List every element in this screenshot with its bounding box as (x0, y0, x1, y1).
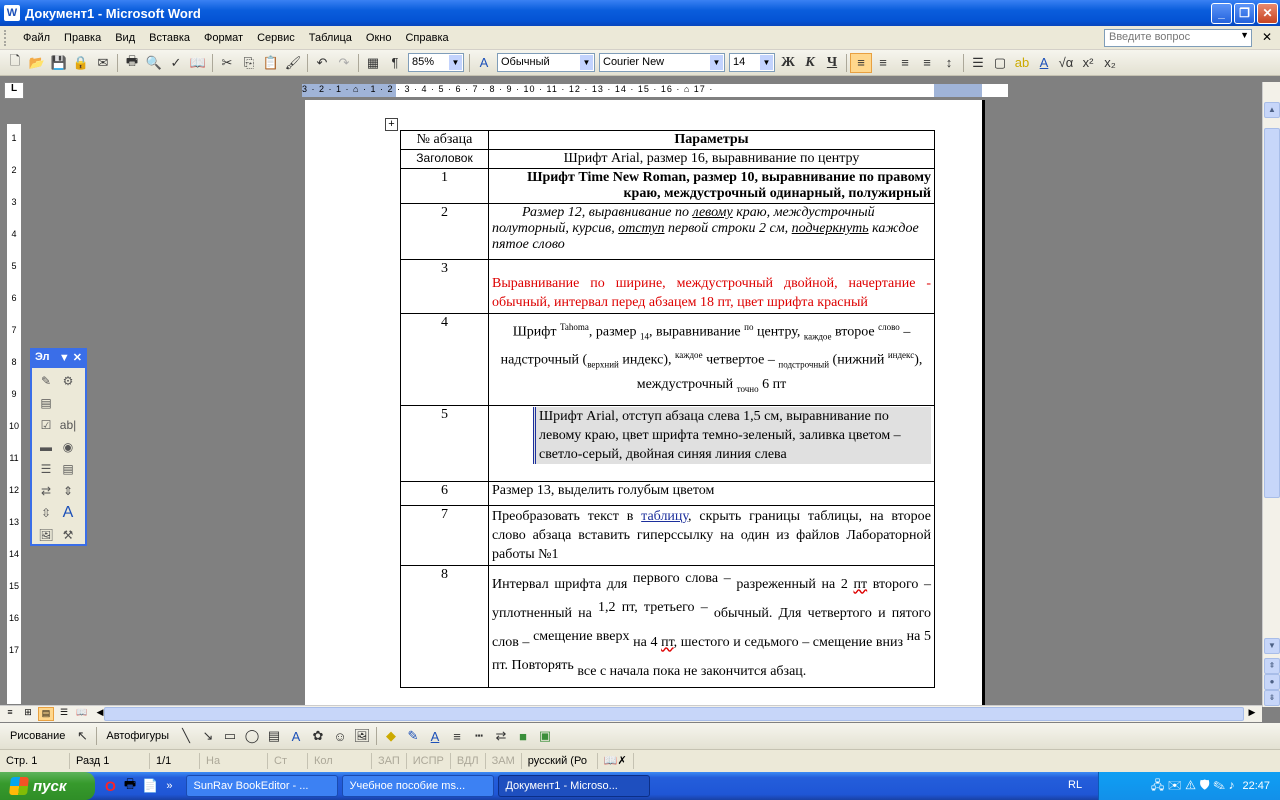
ruler-gap (9, 466, 19, 482)
cut-icon[interactable]: ✂ (221, 54, 233, 70)
equation-icon[interactable]: √α (1058, 55, 1074, 70)
row-text-raised: первого слова – (632, 570, 731, 586)
row-text: на 4 (629, 634, 662, 650)
horizontal-scrollbar[interactable] (0, 705, 1262, 722)
numbering-icon[interactable]: ☰ (972, 54, 984, 70)
horizontal-scroll-thumb[interactable] (104, 707, 1244, 721)
menu-table[interactable]: Таблица (308, 31, 352, 44)
toggle-icon[interactable]: ⇄ (40, 484, 52, 498)
table-cell[interactable] (489, 150, 935, 169)
redo-icon[interactable]: ↷ (338, 54, 350, 70)
menu-view[interactable]: Вид (115, 31, 136, 44)
new-doc-icon[interactable]: 🗋 (9, 52, 21, 68)
superscript-icon[interactable]: x² (1082, 55, 1094, 70)
textbox-icon[interactable]: ab| (59, 418, 77, 432)
status-at: На (200, 753, 268, 769)
spelling-icon[interactable]: ✓ (170, 54, 182, 70)
row-text-sup: каждое (675, 350, 703, 361)
row-text: , выравнивание (648, 324, 745, 340)
scroll-thumb[interactable] (1264, 128, 1280, 498)
view-code-icon[interactable]: ▤ (40, 396, 52, 410)
autoshapes-menu[interactable]: Автофигуры (106, 730, 169, 742)
row-text: Шрифт (512, 324, 560, 340)
ruler-gap (9, 626, 19, 642)
line-icon[interactable]: ╲ (182, 728, 190, 743)
row-text-spellcheck: пт (853, 576, 868, 592)
row-text-raised: 1,2 пт, третьего – (598, 599, 708, 615)
tray-icons[interactable]: 🖧 ✉ ⚠ 🛡 ✎ ♪ (1150, 777, 1235, 792)
status-ext[interactable]: ВДЛ (451, 753, 486, 769)
ruler-gap (9, 434, 19, 450)
ruler-gap (9, 338, 19, 354)
table-cell[interactable] (489, 131, 935, 150)
ruler-gap (9, 594, 19, 610)
table-cell[interactable] (401, 260, 489, 314)
ruler-gap (9, 562, 19, 578)
ruler-number: 9 (11, 389, 17, 399)
row-text: 6 пт (758, 376, 787, 392)
font-value: Courier New (603, 56, 665, 68)
ruler-number: 10 (9, 421, 20, 431)
language-indicator[interactable]: RL (1068, 779, 1083, 791)
styles-icon[interactable]: A (479, 55, 489, 70)
font-select[interactable] (599, 53, 725, 72)
row-text: Шрифт Time New Roman, размер 10, выравнивание по правому краю, междустрочный одинарный, полужирный (527, 170, 931, 201)
task-ucheb[interactable] (342, 775, 494, 797)
row-text: – надстрочный ( (500, 324, 911, 369)
image-icon[interactable]: 🖼 (38, 528, 54, 542)
row-text: четвертое – (702, 353, 779, 369)
table-cell[interactable] (489, 204, 935, 260)
oval-icon[interactable]: ◯ (244, 728, 260, 743)
scrollbar-icon[interactable]: ⇳ (40, 506, 52, 520)
row-text-sup: слово (878, 322, 900, 332)
row-text: каждое пятое слово (492, 221, 919, 252)
ruler-gap (9, 242, 19, 258)
table-icon[interactable]: ▦ (366, 54, 380, 70)
row-text: Выравнивание по ширине, междустрочный двойной, начертание - обычный, интервал перед абзацем 18 пт, цвет шрифта красный (492, 276, 931, 310)
save-icon[interactable]: 💾 (50, 54, 68, 70)
row-num: Заголовок (416, 151, 473, 165)
align-center-icon[interactable]: ≡ (879, 55, 887, 70)
combobox-icon[interactable]: ▤ (62, 462, 74, 476)
ruler-right-margin (934, 84, 982, 97)
fill-color-icon[interactable]: ◆ (386, 728, 396, 743)
browse-object-icon[interactable]: ● (1264, 674, 1280, 690)
table-row (401, 505, 935, 565)
row-text: краю, междустрочный полуторный, курсив, (492, 205, 875, 236)
chevron-down-icon[interactable]: ▼ (449, 55, 462, 70)
draw-menu[interactable]: Рисование (10, 730, 66, 742)
italic-button[interactable]: К (805, 54, 815, 70)
table-cell[interactable] (401, 314, 489, 406)
row-text: обычный. Для четвертого и пятого слов – (492, 605, 931, 650)
scroll-right-icon[interactable]: ▶ (1248, 707, 1256, 717)
row-text: индекс), (618, 353, 675, 369)
row-text: Шрифт Arial, отступ абзаца слева 1,5 см, выравнивание по левому краю, цвет шрифта темно-зеленый, заливка цветом – светло-серый, двойная синяя линия слева (539, 408, 901, 462)
email-icon[interactable]: ✉ (97, 54, 109, 70)
subscript-icon[interactable]: x₂ (1104, 55, 1116, 70)
table-row (401, 169, 935, 204)
ruler-number: 1 (11, 133, 17, 143)
forms-toolbar-title[interactable] (32, 350, 85, 368)
row-text: (нижний (829, 353, 888, 369)
row-text: , скрыть границы таблицы, на второе слово абзаца вставить гиперссылку на один из файлов Лабораторной работы №1 (492, 508, 931, 562)
spelling-status-icon[interactable]: 📖✗ (598, 753, 634, 769)
start-label: пуск (33, 777, 67, 795)
format-painter-icon[interactable]: 🖌 (284, 54, 302, 70)
reading-view-icon[interactable]: 📖 (76, 707, 88, 717)
align-right-icon[interactable]: ≡ (901, 55, 909, 70)
quicklaunch-icon[interactable]: 🖶 (123, 776, 137, 791)
document-table[interactable] (400, 130, 935, 688)
task-label: Учебное пособие ms... (349, 780, 466, 792)
task-label: SunRav BookEditor - ... (193, 780, 309, 792)
table-cell[interactable] (401, 131, 489, 150)
table-cell[interactable] (401, 505, 489, 565)
chevron-right-icon[interactable]: » (166, 780, 173, 792)
table-cell[interactable] (401, 204, 489, 260)
highlight-icon[interactable]: ab (1014, 55, 1030, 70)
table-move-handle-icon[interactable]: + (385, 118, 398, 131)
status-rec[interactable]: ЗАП (372, 753, 407, 769)
status-trk[interactable]: ИСПР (407, 753, 451, 769)
label-icon[interactable]: A (62, 504, 74, 521)
print-icon[interactable]: 🖶 (125, 52, 139, 68)
separator (469, 54, 470, 72)
table-cell[interactable] (401, 565, 489, 687)
menu-bar (0, 26, 1280, 50)
rectangle-icon[interactable]: ▭ (223, 728, 237, 743)
toolbar-grip[interactable] (4, 30, 8, 46)
status-ovr[interactable]: ЗАМ (486, 753, 522, 769)
forms-toolbar[interactable] (30, 348, 87, 546)
clock[interactable]: 22:47 (1242, 780, 1270, 792)
status-pages: 1/1 (150, 753, 200, 769)
row-text-sub: верхний (587, 359, 619, 370)
ruler-number: 14 (9, 549, 20, 559)
checkbox-icon[interactable]: ☑ (40, 418, 52, 432)
header-num: № абзаца (416, 132, 473, 147)
status-page: Стр. 1 (0, 753, 70, 769)
scroll-down-icon[interactable]: ▼ (1264, 638, 1280, 654)
select-objects-icon[interactable]: ↖ (76, 728, 88, 743)
status-language: русский (Ро (522, 753, 598, 769)
start-button[interactable] (0, 772, 95, 800)
dash-style-icon[interactable]: ┅ (475, 728, 483, 743)
row-text: ), междустрочный (636, 353, 923, 392)
row-text-spellcheck: пт (661, 634, 674, 650)
research-icon[interactable]: 📖 (189, 54, 207, 70)
table-cell[interactable] (401, 405, 489, 481)
row-num: 7 (441, 506, 448, 522)
spin-icon[interactable]: ⇕ (62, 484, 74, 498)
row-text: Размер 13, выделить голубым цветом (492, 482, 715, 498)
arrow-icon[interactable]: ↘ (202, 728, 214, 743)
chevron-down-icon[interactable]: ▼ (1240, 30, 1249, 40)
ruler-gap (9, 146, 19, 162)
row-num: 5 (441, 406, 448, 422)
taskbar (0, 772, 1280, 800)
ruler-number: 2 (11, 165, 17, 175)
scroll-left-icon[interactable]: ◀ (96, 707, 104, 717)
row-text-sub: подстрочный (778, 359, 830, 370)
task-word[interactable] (498, 775, 650, 797)
row-num: 4 (441, 315, 448, 330)
row-text: пока не закончится абзац. (652, 663, 807, 679)
chevron-down-icon[interactable]: ▼ (580, 55, 593, 70)
menu-insert[interactable]: Вставка (149, 31, 191, 44)
row-text-sup: индекс (887, 350, 915, 361)
windows-logo-icon (9, 777, 29, 795)
table-cell[interactable] (489, 505, 935, 565)
table-cell[interactable] (489, 565, 935, 687)
ask-question-input[interactable] (1104, 29, 1252, 47)
paste-icon[interactable]: 📋 (262, 54, 280, 70)
row-text-sub: каждое (803, 331, 832, 342)
menu-edit[interactable]: Правка (64, 31, 102, 44)
font-size-value: 14 (733, 56, 746, 68)
menu-format[interactable]: Формат (204, 31, 244, 44)
more-controls-icon[interactable]: ⚒ (62, 528, 74, 542)
zoom-select[interactable] (408, 53, 464, 72)
justify-icon[interactable]: ≡ (923, 55, 931, 70)
textbox-draw-icon[interactable]: ▤ (267, 728, 281, 743)
close-doc-icon[interactable]: ✕ (1261, 30, 1272, 44)
task-sunrav[interactable] (186, 775, 338, 797)
row-text-sup: Tahoma (560, 322, 589, 332)
ruler-v-numbers (9, 130, 19, 658)
normal-view-icon[interactable]: ≡ (7, 707, 13, 717)
design-mode-icon[interactable]: ✎ (40, 374, 52, 388)
ruler-gap (9, 530, 19, 546)
picture-icon[interactable]: 🖼 (353, 728, 371, 743)
ruler-number: 7 (11, 325, 17, 335)
close-icon[interactable]: ▼ ✕ (58, 352, 82, 364)
table-cell[interactable] (489, 405, 935, 481)
row-text: разреженный на 2 (730, 576, 854, 592)
ruler-number: 4 (11, 229, 17, 239)
font-color-icon[interactable]: A (430, 728, 440, 744)
zoom-value: 85% (412, 56, 435, 68)
ruler-gap (9, 498, 19, 514)
quicklaunch-icon[interactable]: 📄 (142, 778, 159, 793)
table-row (401, 150, 935, 169)
maximize-button[interactable]: ❐ (1234, 3, 1255, 24)
table-cell[interactable] (489, 314, 935, 406)
ruler-number: 12 (9, 485, 20, 495)
row-num: 1 (441, 170, 448, 185)
table-row (401, 204, 935, 260)
radio-icon[interactable]: ◉ (62, 440, 74, 454)
row-text-sub: точно (736, 383, 759, 394)
horizontal-ruler[interactable] (26, 82, 1260, 99)
separator (963, 54, 964, 72)
row-text-raised: на 5 пт. Повторять (492, 628, 931, 673)
wordart-icon[interactable]: A (291, 728, 301, 744)
standard-toolbar (0, 50, 1280, 76)
outline-view-icon[interactable]: ☰ (59, 707, 69, 717)
print-preview-icon[interactable]: 🔍 (145, 54, 163, 70)
blank-icon (57, 392, 79, 414)
row-text-underlined: отступ (618, 221, 665, 236)
table-cell[interactable] (401, 150, 489, 169)
task-label: Документ1 - Microso... (505, 780, 618, 792)
row-num: 6 (441, 482, 448, 498)
row-num: 8 (441, 566, 448, 582)
system-tray (1098, 772, 1280, 800)
row-text-underlined: левому (692, 205, 733, 220)
ruler-number: 13 (9, 517, 20, 527)
page-shadow (982, 100, 985, 705)
hyperlink[interactable]: таблицу (641, 508, 689, 524)
header-params: Параметры (674, 132, 749, 147)
ruler-gap (9, 178, 19, 194)
row-text-underlined: подчеркнуть (791, 221, 869, 236)
row-num: 2 (441, 205, 448, 220)
separator (96, 727, 97, 745)
ruler-numbers: 3 · 2 · 1 · ⌂ · 1 · 2 · 3 · 4 · 5 · 6 · 7 · 8 · 9 · 10 · 11 · 12 · 13 · 14 · 15 · 16 · ⌂ 17 · (302, 84, 714, 94)
table-cell[interactable] (489, 169, 935, 204)
row-text-sub: 14 (639, 331, 649, 342)
opera-icon[interactable]: O (105, 778, 116, 794)
show-formatting-icon[interactable]: ¶ (391, 55, 399, 70)
forms-toolbar-label: Эл (35, 351, 50, 363)
button-icon[interactable]: ▬ (40, 440, 52, 454)
shadow-icon[interactable]: ■ (519, 728, 527, 744)
style-select[interactable] (497, 53, 595, 72)
prev-page-icon[interactable]: ⇞ (1264, 658, 1280, 674)
diagram-icon[interactable]: ✿ (312, 728, 324, 743)
tab-selector[interactable]: L (4, 82, 24, 99)
ruler-number: 3 (11, 197, 17, 207)
copy-icon[interactable]: ⎘ (243, 54, 255, 70)
ruler-number: 16 (9, 613, 20, 623)
separator (376, 727, 377, 745)
row-text: Размер 12, выравнивание по (522, 205, 693, 220)
ruler-number: 5 (11, 261, 17, 271)
ruler-number: 8 (11, 357, 17, 367)
row-text: , размер (588, 324, 640, 340)
row-text: все с начала (573, 663, 653, 679)
table-cell[interactable] (489, 481, 935, 505)
permission-icon[interactable]: 🔒 (72, 54, 90, 70)
bold-button[interactable]: Ж (781, 54, 795, 70)
row-text: центру, (753, 324, 804, 340)
ruler-number: 15 (9, 581, 20, 591)
shaded-paragraph (533, 407, 931, 464)
arrow-style-icon[interactable]: ⇄ (495, 728, 507, 743)
ruler-number: 6 (11, 293, 17, 303)
drawing-toolbar (0, 723, 1280, 750)
minimize-button[interactable]: _ (1211, 3, 1232, 24)
row-text: Интервал шрифта для (492, 576, 633, 592)
chevron-down-icon[interactable]: ▼ (760, 55, 773, 70)
table-row (401, 565, 935, 687)
separator (358, 54, 359, 72)
line-style-icon[interactable]: ≡ (453, 728, 461, 744)
table-row (401, 481, 935, 505)
row-text: второго – уплотненный на (492, 576, 931, 621)
listbox-icon[interactable]: ☰ (40, 462, 52, 476)
row-text: первой строки 2 см, (664, 221, 792, 236)
menu-help[interactable]: Справка (405, 31, 449, 44)
ruler-gap (9, 210, 19, 226)
table-header-row (401, 131, 935, 150)
row-text: , шестого и седьмого – смещение вниз (673, 634, 907, 650)
title-bar (0, 0, 1280, 26)
row-text-raised: смещение вверх (533, 628, 630, 644)
separator (307, 54, 308, 72)
word-app-icon: W (4, 5, 20, 21)
separator (846, 54, 847, 72)
ruler-gap (9, 274, 19, 290)
borders-icon[interactable]: ▢ (993, 54, 1007, 70)
undo-icon[interactable]: ↶ (316, 54, 328, 70)
open-icon[interactable]: 📂 (28, 54, 46, 70)
window-title: Документ1 - Microsoft Word (25, 5, 201, 21)
ruler-number: 11 (9, 453, 19, 463)
line-spacing-icon[interactable]: ↕ (945, 55, 953, 70)
web-view-icon[interactable]: ⊞ (24, 707, 32, 717)
3d-icon[interactable]: ▣ (538, 728, 552, 743)
table-row (401, 405, 935, 481)
close-button[interactable]: ✕ (1257, 3, 1278, 24)
vertical-scrollbar[interactable] (1262, 82, 1280, 707)
line-color-icon[interactable]: ✎ (407, 728, 419, 743)
underline-button[interactable]: Ч (826, 54, 838, 70)
row-num: 3 (441, 261, 448, 276)
table-cell[interactable] (401, 169, 489, 204)
row-text: второе (831, 324, 879, 340)
align-left-icon[interactable]: ≡ (850, 53, 872, 73)
table-cell[interactable] (489, 260, 935, 314)
ruler-gap (9, 402, 19, 418)
print-view-icon[interactable]: ▤ (38, 707, 54, 721)
vertical-ruler[interactable] (4, 100, 24, 705)
properties-icon[interactable]: ⚙ (62, 374, 74, 388)
font-color-icon[interactable]: A (1039, 55, 1049, 70)
style-value: Обычный (501, 56, 550, 68)
status-col: Кол (308, 753, 372, 769)
font-size-select[interactable] (729, 53, 775, 72)
menu-tools[interactable]: Сервис (257, 31, 295, 44)
menu-file[interactable]: Файл (23, 31, 51, 44)
scroll-up-icon[interactable]: ▲ (1264, 102, 1280, 118)
status-line: Ст (268, 753, 308, 769)
ruler-gap (9, 370, 19, 386)
row-text: Шрифт Arial, размер 16, выравнивание по центру (563, 151, 860, 166)
row-text: Преобразовать текст в (492, 508, 642, 524)
separator (117, 54, 118, 72)
ruler-gap (9, 306, 19, 322)
status-section: Разд 1 (70, 753, 150, 769)
status-bar (0, 750, 1280, 772)
ruler-number: 17 (9, 645, 20, 655)
menu-window[interactable]: Окно (365, 31, 392, 44)
chevron-down-icon[interactable]: ▼ (710, 55, 723, 70)
ask-placeholder: Введите вопрос (1109, 31, 1191, 43)
table-row (401, 260, 935, 314)
table-cell[interactable] (401, 481, 489, 505)
table-row (401, 314, 935, 406)
clipart-icon[interactable]: ☺ (333, 728, 347, 744)
separator (212, 54, 213, 72)
next-page-icon[interactable]: ⇟ (1264, 690, 1280, 706)
row-text-sup: по (744, 322, 754, 332)
